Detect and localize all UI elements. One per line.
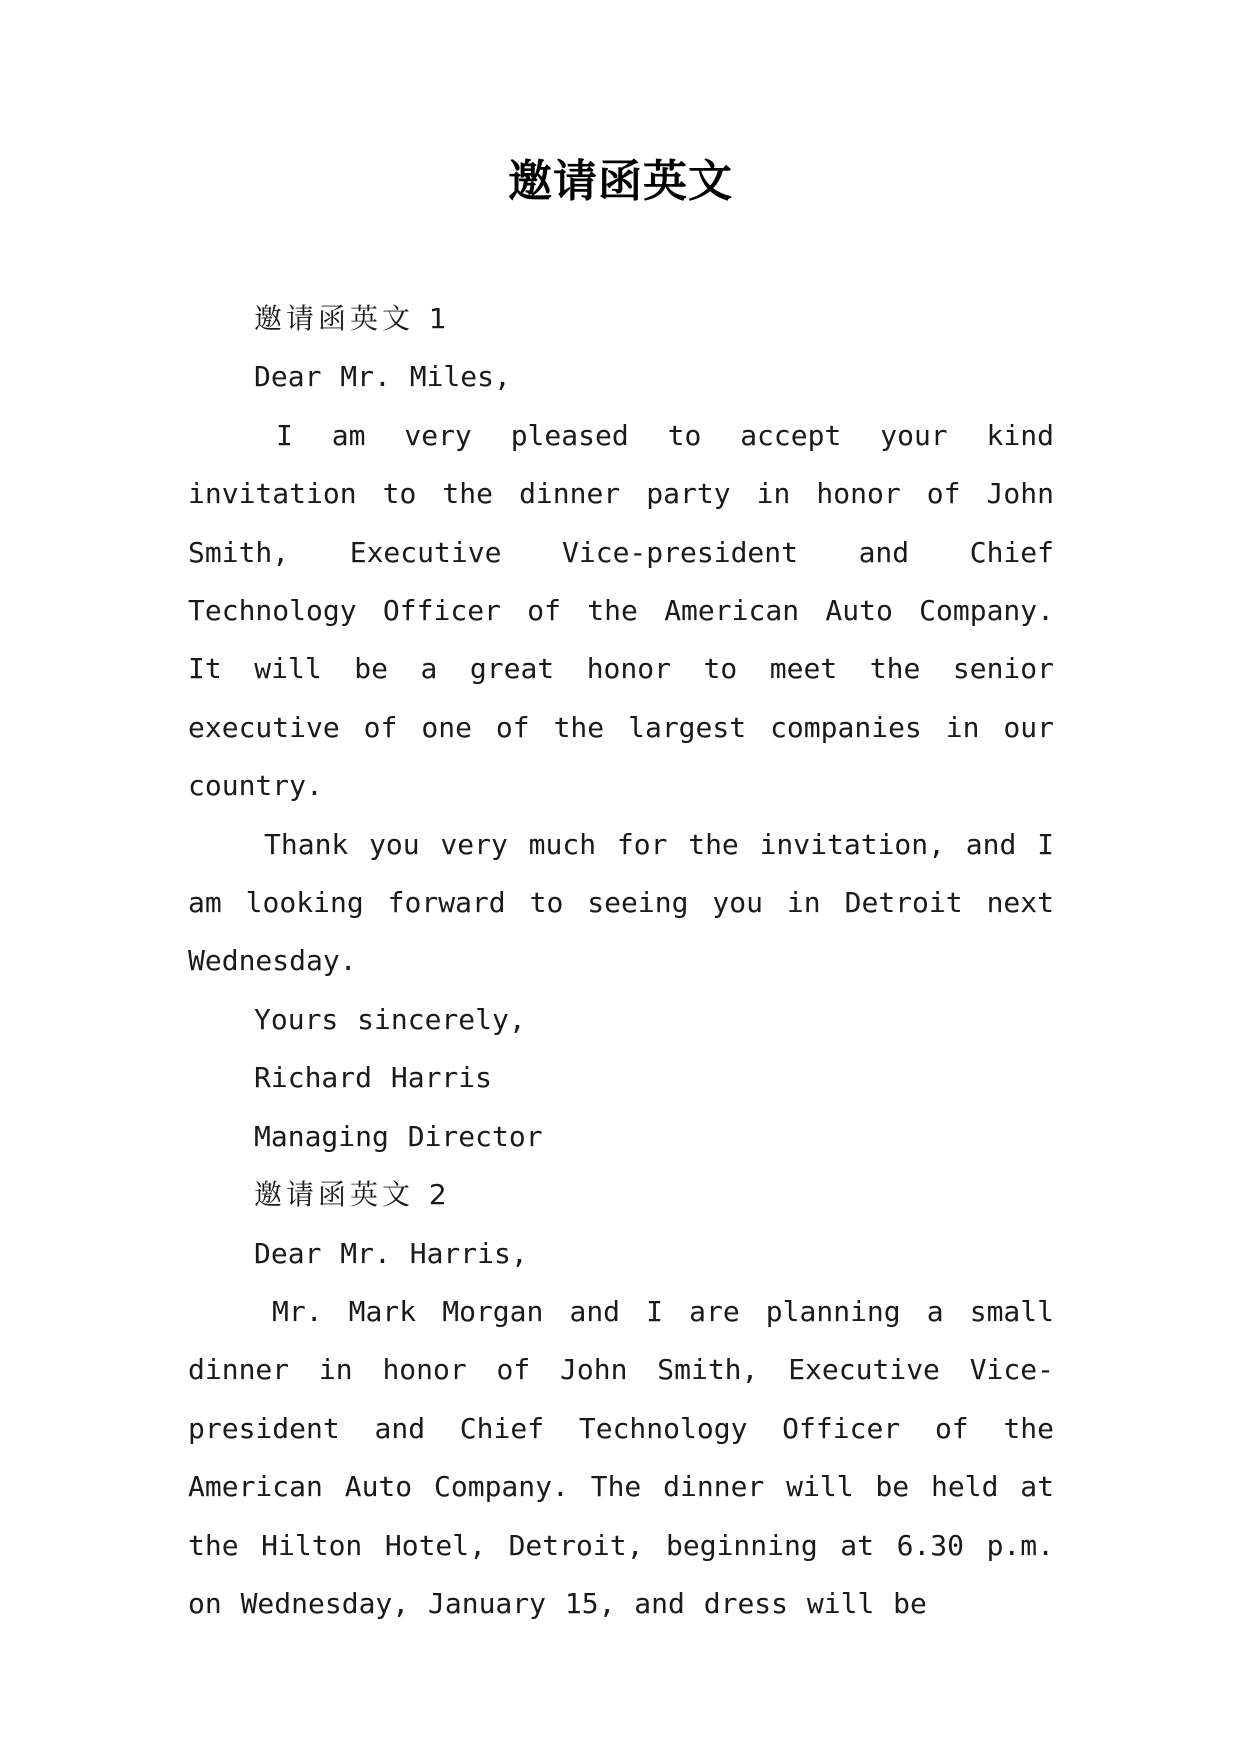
document-body	[188, 290, 1054, 1633]
letter2-salutation: Dear Mr. Harris,	[254, 1236, 528, 1270]
letter1-signature-name: Richard Harris	[254, 1061, 493, 1095]
letter1-closing: Yours sincerely,	[254, 1002, 526, 1036]
letter1-signature-title: Managing Director	[254, 1119, 543, 1153]
letter1-paragraph-2: Thank you very much for the invitation, and I am looking forward to seeing you in Detroit next Wednesday.	[188, 827, 1054, 978]
letter1-heading: 邀请函英文 1	[254, 302, 451, 335]
letter2-paragraph-1: Mr. Mark Morgan and I are planning a small dinner in honor of John Smith, Executive Vice-president and Chief Technology Officer of the American Auto Company. The dinner will be held at the Hilton Hotel, Detroit, beginning at 6.30 p.m. on Wednesday, January 15, and dress will be	[188, 1294, 1054, 1620]
letter1-paragraph-1: I am very pleased to accept your kind invitation to the dinner party in honor of John Smith, Executive Vice-president and Chief Technology Officer of the American Auto Company. It will be a great honor to meet the senior executive of one of the largest companies in our country.	[188, 418, 1054, 803]
letter1-salutation: Dear Mr. Miles,	[254, 360, 511, 394]
document-title: 邀请函英文	[508, 156, 733, 207]
letter2-heading: 邀请函英文 2	[254, 1178, 451, 1212]
